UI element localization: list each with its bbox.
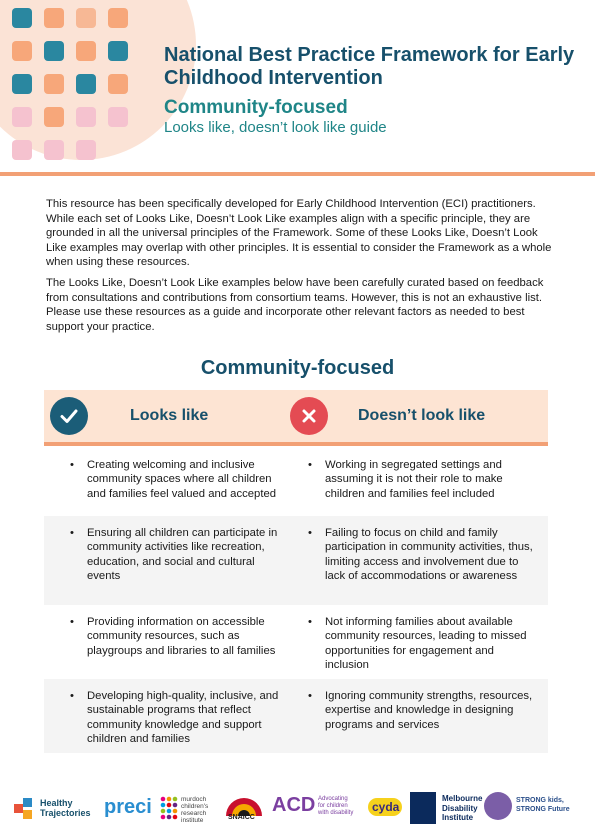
preci-logo: preci (104, 796, 152, 818)
cell-text: Developing high-quality, inclusive, and sustainable programs that reflect community knowledge and support children and families (87, 690, 279, 745)
page-header (0, 0, 595, 176)
decor-square (44, 140, 64, 160)
decor-square (108, 107, 128, 127)
principle-title: Community-focused (164, 97, 348, 118)
decor-square (76, 140, 96, 160)
looks-like-label: Looks like (130, 407, 209, 424)
guide-subtitle: Looks like, doesn’t look like guide (164, 119, 387, 136)
intro-text (46, 197, 554, 340)
decor-square (12, 107, 32, 127)
table-header (44, 390, 548, 442)
cell-text: Ignoring community strengths, resources, expertise and knowledge in designing programs and services (325, 690, 533, 731)
table-row (44, 516, 548, 605)
cyda-logo (368, 798, 402, 816)
decor-square (76, 74, 96, 94)
mdi-text: Disability (442, 803, 478, 813)
looks-like-cell: • Providing information on accessible community resources, such as playgroups and libraries to all families (70, 616, 276, 657)
decor-square (44, 8, 64, 28)
decor-square (108, 41, 128, 61)
trajectories-text: Trajectories (40, 808, 91, 818)
check-icon (50, 397, 88, 435)
cross-icon (290, 397, 328, 435)
decor-square (12, 140, 32, 160)
mcri-text: murdoch (181, 796, 207, 803)
cell-text: Providing information on accessible community resources, such as playgroups and libraries to all families (87, 616, 276, 657)
mcri-text: children's (181, 803, 209, 810)
cell-text: Working in segregated settings and assuming it is not their role to make children and families feel included (325, 459, 503, 500)
intro-paragraph-1: This resource has been specifically developed for Early Childhood Intervention (ECI) practitioners. While each set of Looks Like, Doesn’t Look Like examples align with a specific principle, they are grounded in all the universal principles of the Framework. Some of these Looks Like, Doesn’t Look Like examples may overlap with other principles. It is essential to consider the Framework as a whole when using these resources. (46, 198, 552, 269)
table-header-divider (44, 442, 548, 446)
snaicc-logo (222, 792, 266, 827)
partner-logos (0, 790, 595, 834)
healthy-text: Healthy (40, 798, 73, 808)
doesnt-look-like-cell: • Working in segregated settings and assuming it is not their role to make children and families feel included (308, 459, 503, 500)
healthy-trajectories-mark-icon (14, 798, 36, 822)
table-row (44, 679, 548, 753)
table-row (44, 448, 548, 516)
page-title: National Best Practice Framework for Early Childhood Intervention (164, 44, 575, 89)
acd-logo: ACD (272, 794, 316, 816)
cell-text: Not informing families about available community resources, leading to missed opportunities for engagement and inclusion (325, 616, 527, 671)
cyda-text: cyda (372, 800, 400, 814)
decor-square (44, 41, 64, 61)
decor-square (12, 41, 32, 61)
university-shield-icon (410, 792, 436, 824)
decor-square (108, 74, 128, 94)
decor-square (76, 8, 96, 28)
looks-like-cell: • Developing high-quality, inclusive, and sustainable programs that reflect community knowledge and support children and families (70, 690, 279, 745)
doesnt-look-like-cell: • Not informing families about available community resources, leading to missed opportunities for engagement and inclusion (308, 616, 527, 671)
cell-text: Creating welcoming and inclusive community spaces where all children and families feel valued and accepted (87, 459, 277, 500)
decor-square (76, 41, 96, 61)
strong-kids-logo (516, 796, 570, 814)
intro-paragraph-2: The Looks Like, Doesn’t Look Like examples below have been carefully curated based on feedback from consultations and contributions from consortium teams. However, this is not an exhaustive list. Please use these resources as a guide and incorporate other relevant factors as needed to best support your practice. (46, 276, 544, 333)
acd-tagline-text: for children (318, 803, 348, 809)
acd-tagline (318, 796, 353, 817)
mdi-logo (442, 794, 482, 823)
mcri-text: institute (181, 817, 204, 824)
doesnt-look-like-cell: • Ignoring community strengths, resources, expertise and knowledge in designing programs and services (308, 690, 533, 731)
acd-tagline-text: Advocating (318, 796, 348, 802)
looks-like-cell: • Creating welcoming and inclusive community spaces where all children and families feel valued and accepted (70, 459, 277, 500)
mdi-text: Melbourne (442, 794, 483, 803)
cell-text: Failing to focus on child and family participation in community activities, thus, limiting access and involvement due to lack of accommodations or awareness (325, 527, 533, 582)
table-title: Community-focused (200, 357, 395, 379)
looks-like-cell: • Ensuring all children can participate in community activities like recreation, education, and social and cultural events (70, 527, 278, 582)
mcri-dots-icon (160, 796, 178, 822)
mcri-logo (160, 796, 209, 827)
acd-tagline-text: with disability (318, 810, 354, 816)
decor-square (44, 107, 64, 127)
doesnt-look-like-header (290, 390, 485, 442)
healthy-trajectories-logo (14, 798, 91, 827)
decor-square (108, 8, 128, 28)
strong-kids-text: STRONG kids, (516, 797, 564, 804)
strong-kids-emblem-icon (484, 792, 512, 820)
cell-text: Ensuring all children can participate in community activities like recreation, education, and social and cultural events (87, 527, 278, 582)
decor-square (12, 74, 32, 94)
mcri-text: research (181, 810, 207, 817)
decor-square (12, 8, 32, 28)
header-divider (0, 172, 595, 176)
mdi-text: Institute (442, 813, 474, 822)
decor-square (76, 107, 96, 127)
decor-square (44, 74, 64, 94)
table-row (44, 605, 548, 679)
doesnt-look-like-label: Doesn’t look like (358, 407, 486, 424)
snaicc-text: SNAICC (228, 814, 255, 821)
looks-like-header (50, 390, 208, 442)
doesnt-look-like-cell: • Failing to focus on child and family participation in community activities, thus, limiting access and involvement due to lack of accommodations or awareness (308, 527, 533, 582)
strong-kids-text: STRONG Future (516, 806, 570, 813)
